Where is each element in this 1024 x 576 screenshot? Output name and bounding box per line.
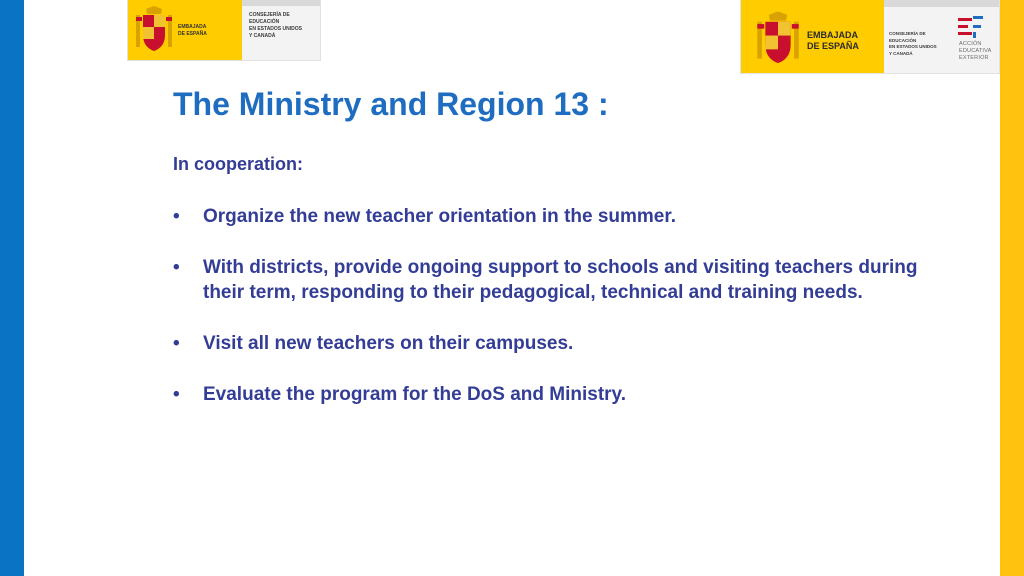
small-logo-council-text: CONSEJERÍA DE EDUCACIÓN EN ESTADOS UNIDOS Y CANADÁ <box>249 12 302 39</box>
small-logo-embassy-text: EMBAJADA DE ESPAÑA <box>178 24 207 37</box>
logo-grey-strip <box>242 0 320 6</box>
bullet-text: Evaluate the program for the DoS and Ministry. <box>203 384 626 405</box>
bullet-text: With districts, provide ongoing support to schools and visiting teachers during their term, responding to their pedagogical, technical and training needs. <box>203 257 918 303</box>
left-accent-bar <box>0 0 24 576</box>
bullet-item <box>173 204 953 229</box>
accion-educativa-text: ACCIÓN EDUCATIVA EXTERIOR <box>959 41 992 61</box>
bullet-marker: • <box>173 384 180 405</box>
large-logo-council-text: CONSEJERÍA DE EDUCACIÓN EN ESTADOS UNIDOS Y CANADÁ <box>889 31 937 56</box>
bullet-text: Organize the new teacher orientation in the summer. <box>203 206 676 227</box>
bullet-marker: • <box>173 257 180 278</box>
logo-grey-strip <box>884 0 999 7</box>
coat-of-arms-icon <box>755 10 801 68</box>
bullet-item <box>173 255 953 305</box>
slide-title: The Ministry and Region 13 : <box>173 86 609 122</box>
slide-subtitle: In cooperation: <box>173 154 303 174</box>
right-accent-bar <box>1000 0 1024 576</box>
large-logo-embassy-text: EMBAJADA DE ESPAÑA <box>807 30 859 51</box>
bullet-marker: • <box>173 333 180 354</box>
bullet-list <box>173 204 953 433</box>
bullet-item <box>173 382 953 407</box>
bullet-text: Visit all new teachers on their campuses. <box>203 333 574 354</box>
coat-of-arms-icon <box>134 5 174 55</box>
bullet-marker: • <box>173 206 180 227</box>
embassy-logo-small <box>128 0 320 60</box>
bullet-item <box>173 331 953 356</box>
accion-educativa-icon <box>958 16 984 38</box>
embassy-logo-large <box>741 0 999 73</box>
